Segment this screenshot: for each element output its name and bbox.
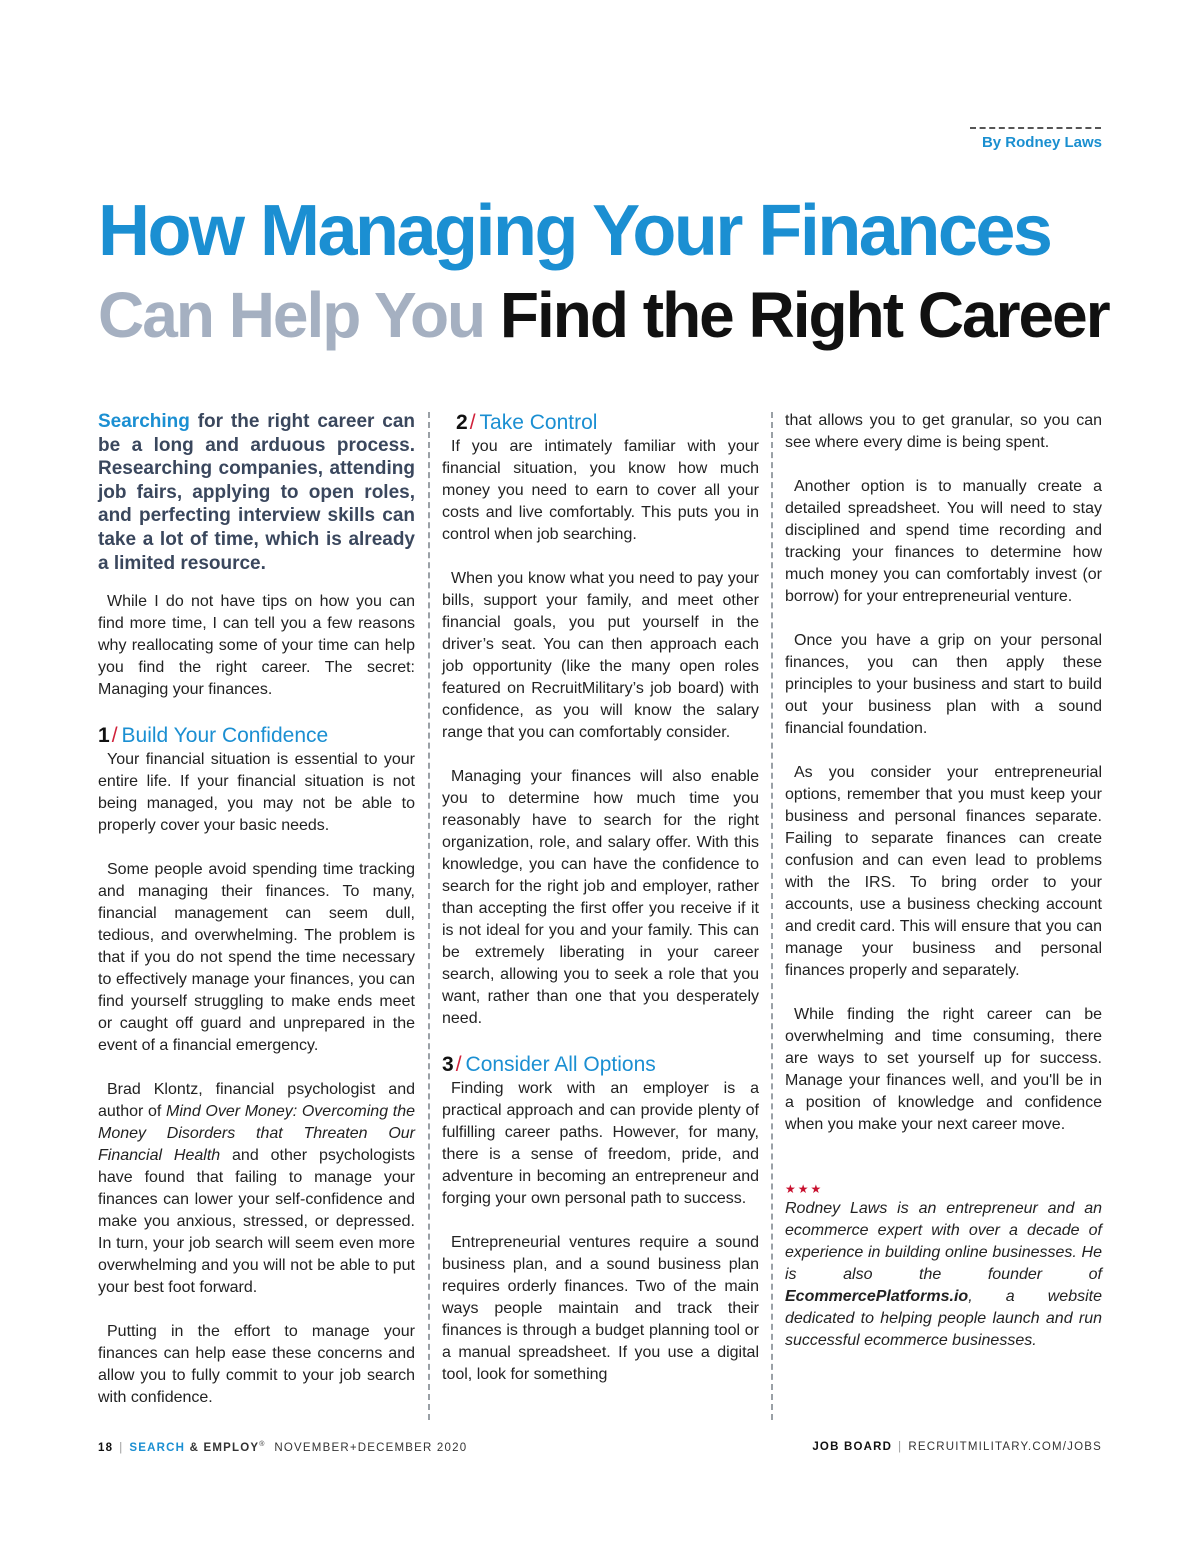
- section-title: Take Control: [479, 411, 598, 434]
- section-heading-consider-options: [442, 1052, 759, 1078]
- body-paragraph-klontz: [98, 1079, 415, 1299]
- column-divider: [771, 412, 773, 1420]
- section-heading-build-confidence: [98, 723, 415, 749]
- headline-line-2: [98, 278, 1109, 352]
- section-slash: /: [455, 1053, 462, 1076]
- book-title: Mind Over Money: Overcoming the Money Disorders that Threaten Our Financial Health: [98, 1103, 416, 1165]
- body-paragraph: As you consider your entrepreneurial options, remember that you must keep your business and personal finances separate. Failing to separate finances can create confusion and can even lead to problems with the IRS. To bring order to your accounts, use a business checking account and credit card. This will ensure that you can manage your business and personal finances properly and separately.: [785, 764, 1102, 979]
- registered-mark: ®: [259, 1441, 266, 1448]
- byline: By Rodney Laws: [981, 134, 1102, 151]
- bio-text: , a website dedicated to helping people launch and run successful ecommerce businesses.: [785, 1288, 1102, 1349]
- section-title: Consider All Options: [465, 1053, 656, 1076]
- issue-date: NOVEMBER+DECEMBER 2020: [274, 1441, 468, 1454]
- section-slash: /: [111, 724, 118, 748]
- body-paragraph: Entrepreneurial ventures require a sound business plan, and a sound business plan requires orderly finances. Two of the main ways people maintain and track their finances is through a budget planning tool or a manual spreadsheet. If you use a digital tool, look for something: [442, 1234, 759, 1383]
- section-number: 1: [98, 724, 110, 748]
- star-divider: ★★★: [785, 1182, 824, 1196]
- body-paragraph: Putting in the effort to manage your finances can help ease these concerns and allow you to fully commit to your job search with confidence.: [98, 1323, 415, 1407]
- footer-url[interactable]: RECRUITMILITARY.COM/JOBS: [908, 1441, 1102, 1453]
- page-number: 18: [98, 1441, 114, 1454]
- body-paragraph: Once you have a grip on your personal finances, you can then apply these principles to your business and start to build out your business plan with a sound financial foundation.: [785, 632, 1102, 737]
- body-paragraph: Some people avoid spending time tracking and managing their finances. To many, financial management can seem dull, tedious, and overwhelming. The problem is that if you do not spend the time necessary to effectively manage your finances, you can find yourself struggling to make ends meet or caught off guard and unprepared in the event of a financial emergency.: [98, 861, 415, 1055]
- column-divider: [428, 412, 430, 1420]
- intro-lead-word: Searching: [98, 411, 190, 432]
- body-text: and other psychologists have found that failing to manage your finances can lower your self-confidence and make you anxious, stressed, or depressed. In turn, your job search will seem even more overwhelming and you will not be able to put your best foot forward.: [98, 1147, 415, 1297]
- article-column-2: [442, 410, 759, 1408]
- article-column-3: [785, 410, 1102, 1374]
- footer-separator: |: [119, 1441, 124, 1454]
- body-paragraph: that allows you to get granular, so you can see where every dime is being spent.: [785, 412, 1102, 451]
- section-number: 3: [442, 1053, 454, 1076]
- bio-website-link[interactable]: EcommercePlatforms.io: [785, 1288, 969, 1305]
- footer-right: [812, 1441, 1102, 1453]
- body-paragraph: When you know what you need to pay your bills, support your family, and meet other financial goals, you put yourself in the driver’s seat. You can then approach each job opportunity (like the many open roles featured on RecruitMilitary’s job board) with confidence, as you will know the salary range that you can comfortably consider.: [442, 570, 759, 741]
- publication-amp: &: [189, 1441, 200, 1454]
- body-paragraph: Finding work with an employer is a practical approach and can provide plenty of fulfilling career paths. However, for many, there is a sense of freedom, pride, and adventure in becoming an entrepreneur and forging your own personal path to success.: [442, 1080, 759, 1207]
- publication-name-b: EMPLOY: [203, 1441, 260, 1454]
- publication-name-a: SEARCH: [129, 1441, 186, 1454]
- headline-line-1: How Managing Your Finances: [98, 191, 1051, 271]
- body-paragraph: If you are intimately familiar with your financial situation, you know how much money you need to earn to cover all your costs and live comfortably. This puts you in control when job searching.: [442, 438, 759, 543]
- body-paragraph: Your financial situation is essential to your entire life. If your financial situation is not being managed, you may not be able to properly cover your basic needs.: [98, 751, 415, 835]
- section-number: 2: [456, 411, 468, 434]
- body-paragraph: While finding the right career can be overwhelming and time consuming, there are ways to set yourself up for success. Manage your finances well, and you'll be in a position of knowledge and confidence when you make your next career move.: [785, 1006, 1102, 1133]
- section-heading-take-control: [456, 410, 759, 436]
- byline-divider: [970, 127, 1101, 129]
- body-text: Brad Klontz, financial psychologist and author of: [98, 1081, 415, 1121]
- intro-body: While I do not have tips on how you can find more time, I can tell you a few reasons why reallocating some of your time can help you find the right career. The secret: Managing your finances.: [98, 593, 415, 699]
- footer-left: [98, 1441, 467, 1454]
- headline-dark-part: Find the Right Career: [499, 279, 1109, 351]
- section-slash: /: [469, 411, 476, 434]
- author-bio: [785, 1198, 1102, 1352]
- section-title: Build Your Confidence: [121, 724, 329, 748]
- intro-paragraph: [98, 410, 415, 575]
- intro-text: for the right career can be a long and arduous process. Researching companies, attending job fairs, applying to open roles, and perfecting interview skills can take a lot of time, which is already a limited resource.: [98, 411, 415, 574]
- footer-separator: |: [898, 1441, 903, 1453]
- headline-light-part: Can Help You: [98, 279, 485, 351]
- section-label: JOB BOARD: [812, 1441, 893, 1453]
- body-paragraph: Another option is to manually create a detailed spreadsheet. You will need to stay disciplined and spend time recording and tracking your finances to determine how much money you can comfortably invest (or borrow) for your entrepreneurial venture.: [785, 478, 1102, 605]
- article-column-1: [98, 410, 415, 1431]
- body-paragraph: Managing your finances will also enable you to determine how much time you reasonably have to search for the right organization, role, and salary offer. With this knowledge, you can have the confidence to search for the right job and employer, rather than accepting the first offer you receive if it is not ideal for you and your family. This can be extremely liberating in your career search, allowing you to seek a role that you want, rather than one that you desperately need.: [442, 768, 759, 1027]
- bio-text: Rodney Laws is an entrepreneur and an ecommerce expert with over a decade of experience in building online businesses. He is also the founder of: [785, 1200, 1102, 1283]
